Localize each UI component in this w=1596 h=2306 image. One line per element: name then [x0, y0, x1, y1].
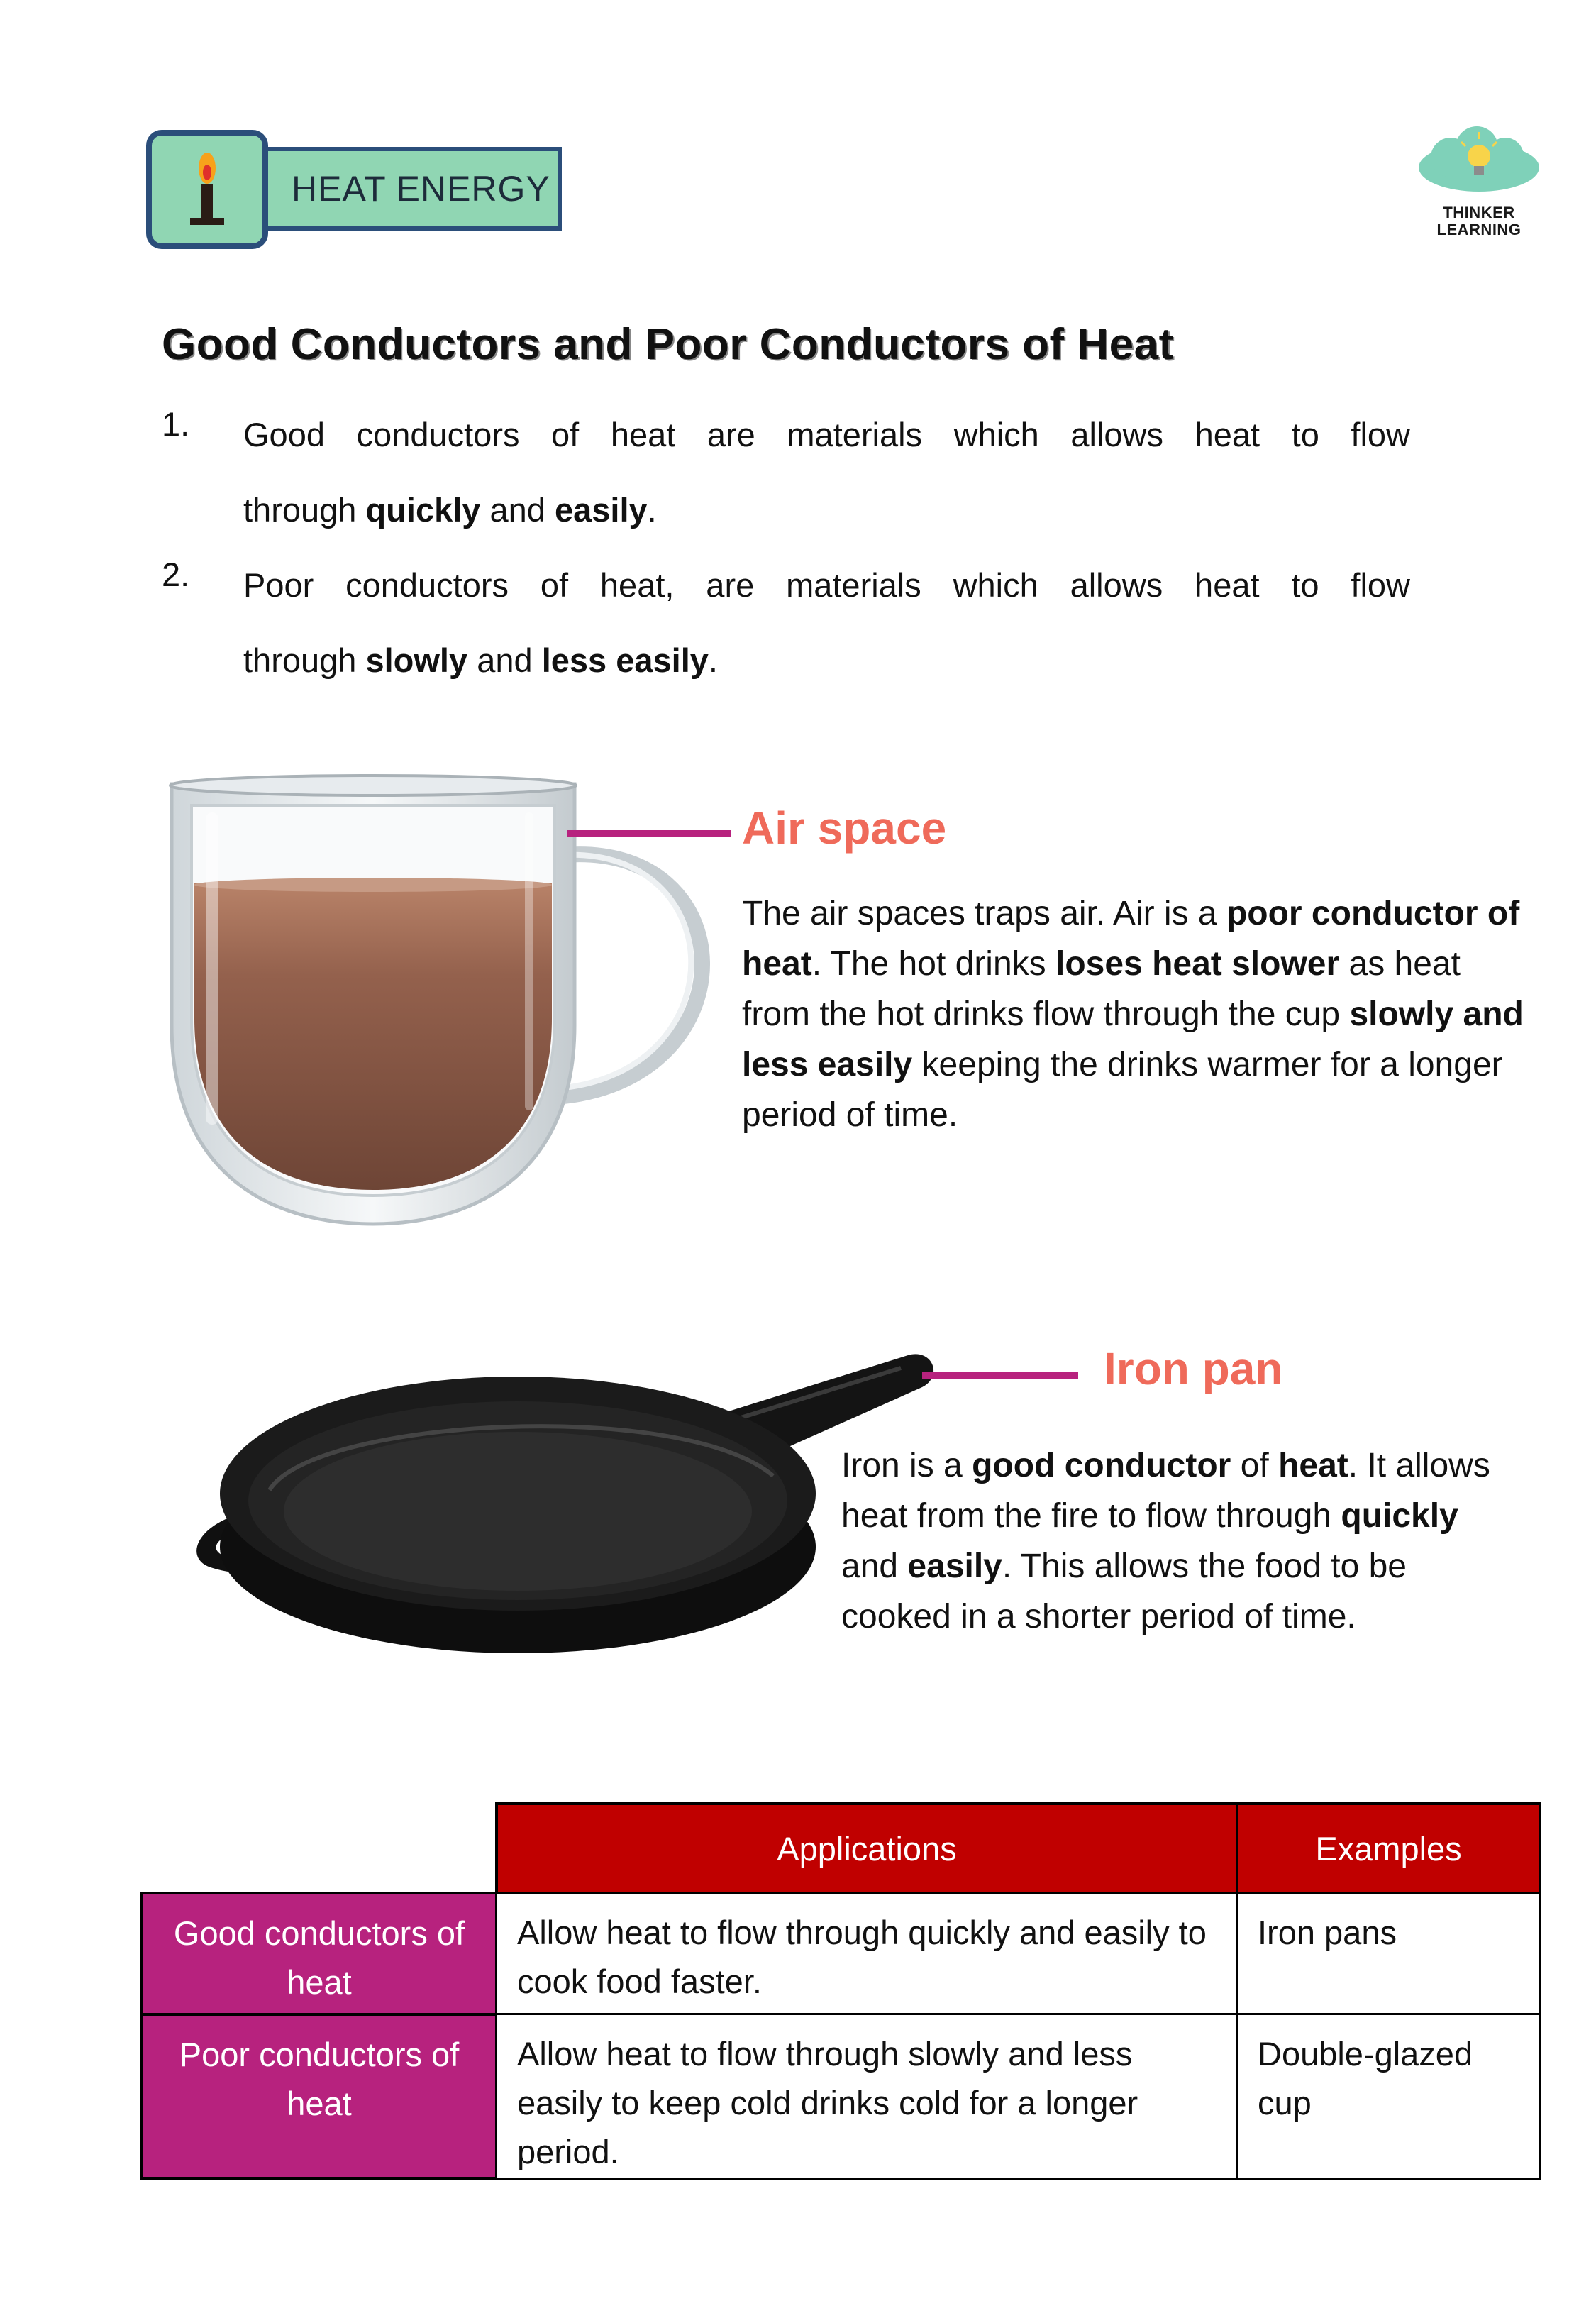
- air-space-heading: Air space: [742, 802, 947, 854]
- iron-pan-description: Iron is a good conductor of heat. It allows heat from the fire to flow through quickly and easily. This allows the food to be cooked in a shorter period of time.: [841, 1447, 1490, 1635]
- air-space-pointer-line: [567, 830, 731, 837]
- topic-badge-label: HEAT ENERGY: [292, 169, 550, 209]
- iron-pan-heading: Iron pan: [1104, 1343, 1283, 1394]
- conductors-table: [140, 1802, 1541, 2180]
- list-item-line: Good conductors of heat are materials which allows heat to flow: [243, 416, 1410, 453]
- table-cell-example: Iron pans: [1236, 1892, 1541, 2016]
- table-row-label: Good conductors of heat: [140, 1892, 498, 2016]
- list-item-number: 2.: [162, 556, 190, 593]
- page-title: Good Conductors and Poor Conductors of Heat: [162, 320, 1174, 369]
- table-row-label: Poor conductors of heat: [140, 2013, 498, 2180]
- list-item-line: Poor conductors of heat, are materials which allows heat to flow: [243, 566, 1410, 604]
- list-item-number: 1.: [162, 405, 190, 443]
- table-header-examples: Examples: [1236, 1802, 1541, 1894]
- table-cell-application: Allow heat to flow through slowly and less easily to keep cold drinks cold for a longer period.: [495, 2013, 1238, 2180]
- air-space-description: The air spaces traps air. Air is a poor conductor of heat. The hot drinks loses heat slower as heat from the hot drinks flow through the cup slowly and less easily keeping the drinks warmer for a longer period of time.: [742, 895, 1524, 1134]
- table-header-applications: Applications: [495, 1802, 1238, 1894]
- candle-icon: [152, 136, 262, 243]
- list-item: Good conductors of heat are materials which allows heat to flow through quickly and easily.: [243, 397, 1410, 548]
- list-item: Poor conductors of heat, are materials which allows heat to flow through slowly and less easily.: [243, 548, 1410, 698]
- table-cell-application: Allow heat to flow through quickly and easily to cook food faster.: [495, 1892, 1238, 2016]
- logo-text: THINKER LEARNING: [1436, 204, 1522, 238]
- iron-pan-image: [184, 1334, 936, 1660]
- double-glazed-cup-image: [163, 770, 745, 1238]
- table-cell-example: Double-glazed cup: [1236, 2013, 1541, 2180]
- topic-badge-icon-box: [146, 130, 268, 249]
- topic-badge: [259, 147, 562, 231]
- iron-pan-pointer-line: [922, 1372, 1078, 1379]
